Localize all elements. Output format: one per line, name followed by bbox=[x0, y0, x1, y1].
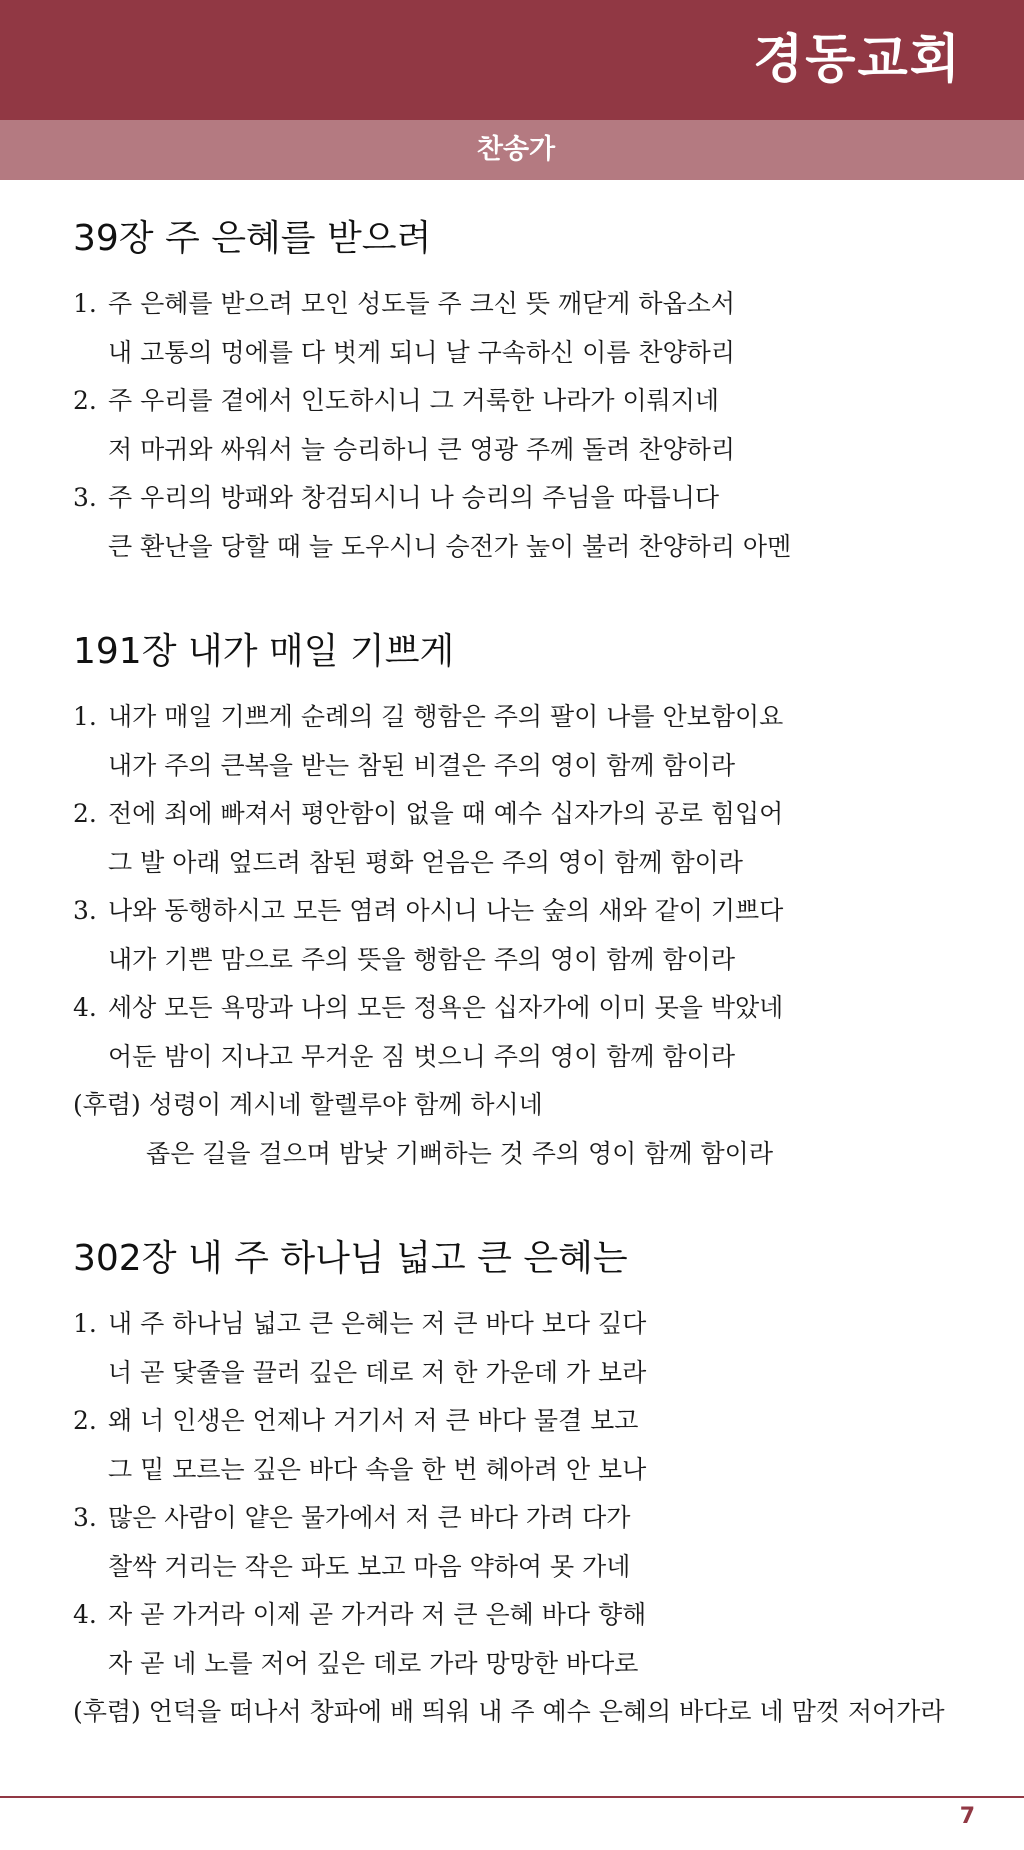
verse-line: 찰싹 거리는 작은 파도 보고 마음 약하여 못 가네 bbox=[108, 1551, 631, 1581]
verse-2 bbox=[73, 377, 983, 474]
verse-number: 3. bbox=[73, 1503, 97, 1532]
verse-number: 4. bbox=[73, 1600, 97, 1629]
verse-line: 많은 사람이 얕은 물가에서 저 큰 바다 가려 다가 bbox=[108, 1503, 631, 1532]
verse-number: 2. bbox=[73, 386, 97, 415]
verse-line: 주 은혜를 받으려 모인 성도들 주 크신 뜻 깨닫게 하옵소서 bbox=[108, 289, 735, 318]
verse-line: 내가 매일 기쁘게 순례의 길 행함은 주의 팔이 나를 안보함이요 bbox=[108, 702, 784, 731]
verse-line: 자 곧 네 노를 저어 깊은 데로 가라 망망한 바다로 bbox=[108, 1648, 639, 1678]
verse-line: 자 곧 가거라 이제 곧 가거라 저 큰 은혜 바다 향해 bbox=[108, 1600, 647, 1629]
verse-line: 나와 동행하시고 모든 염려 아시니 나는 숲의 새와 같이 기쁘다 bbox=[108, 896, 784, 925]
verse-line: 내가 주의 큰복을 받는 참된 비결은 주의 영이 함께 함이라 bbox=[108, 750, 735, 780]
verse-line: 그 밑 모르는 깊은 바다 속을 한 번 헤아려 안 보나 bbox=[108, 1454, 647, 1484]
verse-1 bbox=[73, 1300, 983, 1397]
verse-number: 1. bbox=[73, 702, 97, 731]
verse-line: 그 발 아래 엎드려 참된 평화 얻음은 주의 영이 함께 함이라 bbox=[108, 847, 743, 877]
chorus-line: 좁은 길을 걸으며 밤낮 기뻐하는 것 주의 영이 함께 함이라 bbox=[146, 1138, 773, 1168]
verse-number: 2. bbox=[73, 799, 97, 828]
verse-line: 어둔 밤이 지나고 무거운 짐 벗으니 주의 영이 함께 함이라 bbox=[108, 1041, 735, 1071]
chorus-line: (후렴) 성령이 계시네 할렐루야 함께 하시네 bbox=[73, 1090, 543, 1119]
verse-3 bbox=[73, 474, 983, 571]
footer-rule bbox=[0, 1796, 1024, 1798]
verse-2 bbox=[73, 1397, 983, 1494]
hymn-list bbox=[73, 210, 983, 1789]
verse-line: 전에 죄에 빠져서 평안함이 없을 때 예수 십자가의 공로 힘입어 bbox=[108, 799, 784, 828]
verse-line: 왜 너 인생은 언제나 거기서 저 큰 바다 물결 보고 bbox=[108, 1406, 639, 1435]
verse-3 bbox=[73, 1494, 983, 1591]
verse-4 bbox=[73, 1591, 983, 1688]
verse-number: 3. bbox=[73, 483, 97, 512]
verse-2 bbox=[73, 790, 983, 887]
hymn-302 bbox=[73, 1230, 983, 1737]
verse-line: 세상 모든 욕망과 나의 모든 정욕은 십자가에 이미 못을 박았네 bbox=[108, 993, 784, 1022]
hymn-191 bbox=[73, 623, 983, 1178]
verse-number: 1. bbox=[73, 289, 97, 318]
verse-line: 주 우리를 곁에서 인도하시니 그 거룩한 나라가 이뤄지네 bbox=[108, 386, 720, 415]
verse-number: 4. bbox=[73, 993, 97, 1022]
page-number: 7 bbox=[959, 1804, 975, 1829]
hymn-39 bbox=[73, 210, 983, 571]
verse-3 bbox=[73, 887, 983, 984]
verse-line: 큰 환난을 당할 때 늘 도우시니 승전가 높이 불러 찬양하리 아멘 bbox=[108, 531, 792, 561]
hymn-title: 39장 주 은혜를 받으려 bbox=[73, 218, 432, 259]
verse-line: 저 마귀와 싸워서 늘 승리하니 큰 영광 주께 돌려 찬양하리 bbox=[108, 434, 735, 464]
verse-number: 1. bbox=[73, 1309, 97, 1338]
church-logo-text: 경동교회 bbox=[753, 30, 962, 90]
chorus bbox=[73, 1081, 983, 1178]
section-title: 찬송가 bbox=[476, 134, 556, 165]
verse-4 bbox=[73, 984, 983, 1081]
verse-1 bbox=[73, 693, 983, 790]
hymn-title: 302장 내 주 하나님 넓고 큰 은혜는 bbox=[73, 1238, 628, 1279]
verse-number: 2. bbox=[73, 1406, 97, 1435]
verse-line: 너 곧 닻줄을 끌러 깊은 데로 저 한 가운데 가 보라 bbox=[108, 1357, 647, 1387]
chorus-line: (후렴) 언덕을 떠나서 창파에 배 띄워 내 주 예수 은혜의 바다로 네 맘껏 저어가라 bbox=[73, 1697, 945, 1726]
verse-line: 주 우리의 방패와 창검되시니 나 승리의 주님을 따릅니다 bbox=[108, 483, 720, 512]
hymn-title: 191장 내가 매일 기쁘게 bbox=[73, 631, 455, 672]
verse-1 bbox=[73, 280, 983, 377]
verse-number: 3. bbox=[73, 896, 97, 925]
verse-line: 내 주 하나님 넓고 큰 은혜는 저 큰 바다 보다 깊다 bbox=[108, 1309, 647, 1338]
verse-line: 내가 기쁜 맘으로 주의 뜻을 행함은 주의 영이 함께 함이라 bbox=[108, 944, 735, 974]
verse-line: 내 고통의 멍에를 다 벗게 되니 날 구속하신 이름 찬양하리 bbox=[108, 337, 735, 367]
chorus bbox=[73, 1688, 983, 1737]
